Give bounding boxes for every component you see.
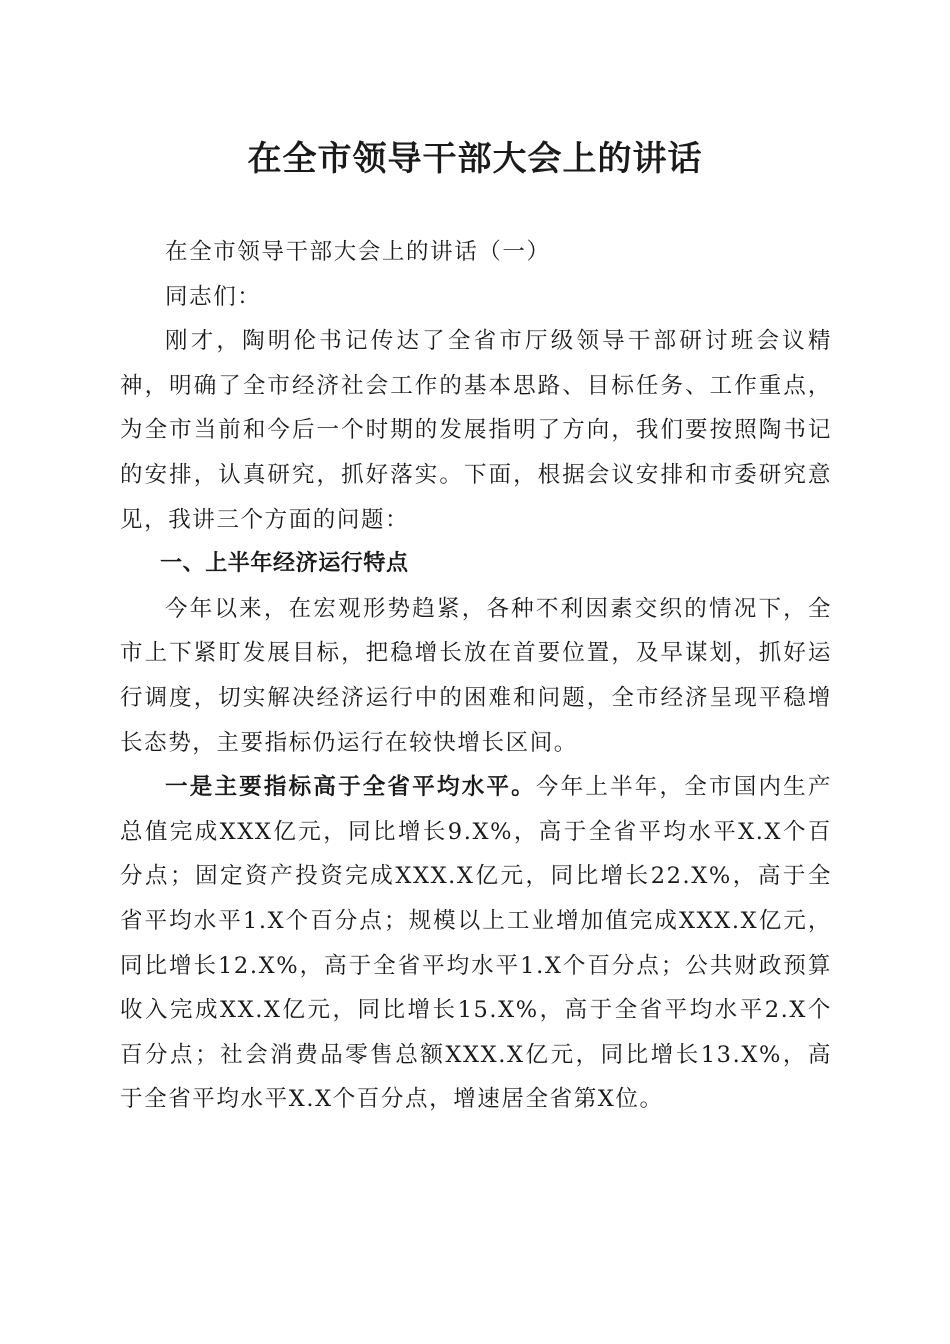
speech-subtitle: 在全市领导干部大会上的讲话（一） bbox=[165, 239, 551, 265]
document-body bbox=[120, 230, 832, 1122]
salutation: 同志们： bbox=[165, 283, 262, 310]
point-1-lead: 一是主要指标高于全省平均水平。 bbox=[165, 774, 536, 801]
point-1-paragraph bbox=[120, 765, 832, 1122]
intro-paragraph: 刚才，陶明伦书记传达了全省市厅级领导干部研讨班会议精神，明确了全市经济社会工作的基本思路、目标任务、工作重点，为全市当前和今后一个时期的发展指明了方向，我们要按照陶书记的安排，认真研究，抓好落实。下面，根据会议安排和市委研究意见，我讲三个方面的问题： bbox=[120, 328, 832, 533]
section-heading-1: 一、上半年经济运行特点 bbox=[160, 551, 409, 577]
point-1-text: 今年上半年，全市国内生产总值完成XXX亿元，同比增长9.X%，高于全省平均水平X.X个百分点；固定资产投资完成XXX.X亿元，同比增长22.X%，高于全省平均水平1.X个百分点；规模以上工业增加值完成XXX.X亿元，同比增长12.X%，高于全省平均水平1.X个百分点；公共财政预算收入完成XX.X亿元，同比增长15.X%，高于全省平均水平2.X个百分点；社会消费品零售总额XXX.X亿元，同比增长13.X%，高于全省平均水平X.X个百分点，增速居全省第X位。 bbox=[120, 774, 832, 1113]
document-title: 在全市领导干部大会上的讲话 bbox=[247, 139, 703, 179]
section-1-paragraph: 今年以来，在宏观形势趋紧，各种不利因素交织的情况下，全市上下紧盯发展目标，把稳增长放在首要位置，及早谋划，抓好运行调度，切实解决经济运行中的困难和问题，全市经济呈现平稳增长态势，主要指标仍运行在较快增长区间。 bbox=[120, 595, 832, 756]
